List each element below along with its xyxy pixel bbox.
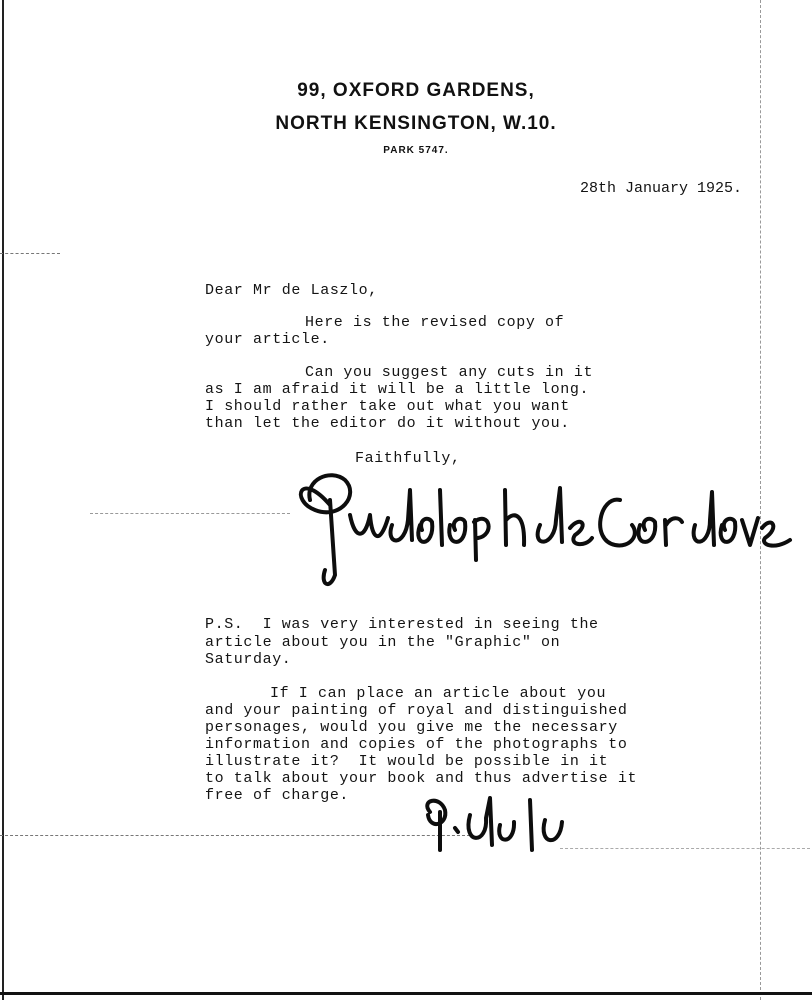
postscript-line: information and copies of the photographs to [205,736,628,753]
body-line: Can you suggest any cuts in it [305,364,594,381]
postscript-line: P.S. I was very interested in seeing the [205,616,599,633]
postscript-line: article about you in the "Graphic" on [205,634,561,651]
postscript-line: If I can place an article about you [270,685,607,702]
body-line: I should rather take out what you want [205,398,570,415]
body-line: than let the editor do it without you. [205,415,570,432]
postscript-line: personages, would you give me the necessary [205,719,618,736]
closing: Faithfully, [355,450,461,467]
letterhead-phone: PARK 5747. [383,145,449,156]
letterhead-address-line1: 99, OXFORD GARDENS, [297,80,535,101]
postscript-line: Saturday. [205,651,292,668]
postscript-line: free of charge. [205,787,350,804]
postscript-line: and your painting of royal and distinguished [205,702,628,719]
letter-date: 28th January 1925. [580,180,743,197]
letterhead-address-line2: NORTH KENSINGTON, W.10. [275,113,557,134]
body-line: Here is the revised copy of [305,314,565,331]
postscript-line: illustrate it? It would be possible in it [205,753,609,770]
salutation: Dear Mr de Laszlo, [205,282,378,299]
body-line: your article. [205,331,330,348]
postscript-line: to talk about your book and thus advertise it [205,770,638,787]
body-line: as I am afraid it will be a little long. [205,381,590,398]
